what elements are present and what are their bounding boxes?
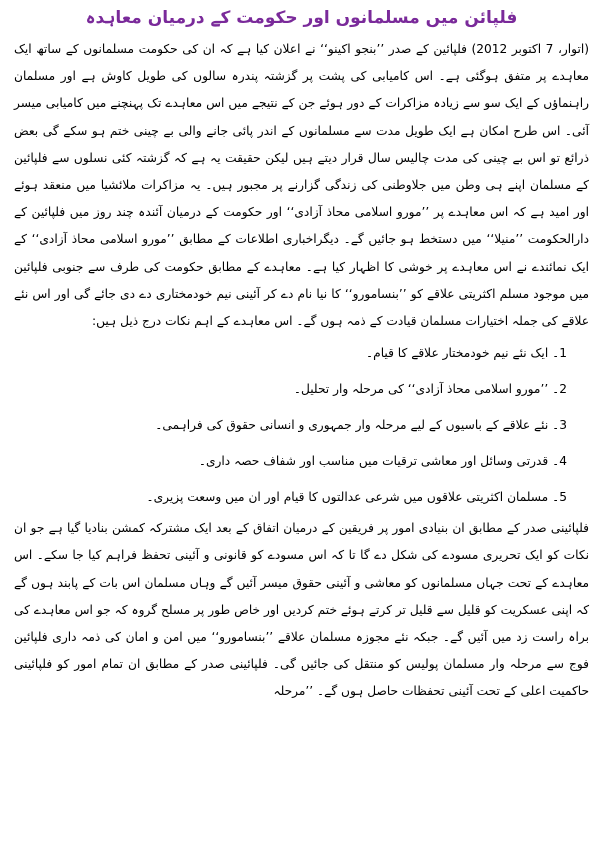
article-intro-paragraph: (اتوار، 7 اکتوبر 2012) فلپائین کے صدر ’’بنجو اکینو‘‘ نے اعلان کیا ہے کہ ان کی حکومت مسلمانوں کے ساتھ ایک معاہدے پر متفق ہوگئی ہے۔ اس کامیابی کی پشت پر گزشتہ پندرہ سالوں کی طویل کاوش ہے اور مسلمان راہنماؤں کے ایک سو سے زیادہ مزاکرات کے دور ہوئے جن کے نتیجے میں اس معاہدے تک پہنچنے میں کامیابی میسر آئی۔ اس طرح امکان ہے ایک طویل مدت سے مسلمانوں کے اندر پائی جانے والی بے چینی ختم ہو سکے گی بعض ذرائع تو اس بے چینی کی مدت چالیس سال قرار دیتے ہیں لیکن حقیقت یہ ہے کہ گزشتہ کئی نسلوں سے فلپائین کے مسلمان اپنے ہی وطن میں جلاوطنی کی زندگی گزارنے پر مجبور ہیں۔ یہ مزاکرات ملائشیا میں منعقد ہوئے اور امید ہے کہ اس معاہدے پر ’’مورو اسلامی محاذ آزادی‘‘ اور حکومت کے درمیان آئندہ چند روز میں فلپائین کے دارالحکومت ’’منیلا‘‘ میں دستخط ہو جائیں گے۔ دیگراخباری اطلاعات کے مطابق ’’مورو اسلامی محاذ آزادی‘‘ کے ایک نمائندے نے اس معاہدے پر خوشی کا اظہار کیا ہے۔ معاہدے کے مطابق حکومت کی طرف سے جنوبی فلپائین میں موجود مسلم اکثریتی علاقے کو ’’بنسامورو‘‘ کا نیا نام دے کر آئینی نیم خودمختاری دے دی جائے گی اور اس نئے علاقے کی جملہ اختیارات مسلمان قیادت کے ذمہ ہوں گے۔ اس معاہدے کے اہم نکات درج ذیل ہیں: bbox=[14, 42, 589, 329]
agreement-point: 2۔ ’’مورو اسلامی محاذ آزادی‘‘ کی مرحلہ وار تحلیل۔ bbox=[293, 382, 567, 397]
agreement-point: 1۔ ایک نئے نیم خودمختار علاقے کا قیام۔ bbox=[366, 346, 567, 361]
agreement-points-list bbox=[14, 335, 589, 515]
agreement-point: 5۔ مسلمان اکثریتی علاقوں میں شرعی عدالتوں کا قیام اور ان میں وسعت پزیری۔ bbox=[146, 490, 567, 505]
agreement-point: 4۔ قدرتی وسائل اور معاشی ترقیات میں مناسب اور شفاف حصہ داری۔ bbox=[198, 454, 567, 469]
article-closing-paragraph: فلپائینی صدر کے مطابق ان بنیادی امور پر فریقین کے درمیان اتفاق کے بعد ایک مشترکہ کمشن بنادیا گیا ہے جو ان نکات کو ایک تحریری مسودے کی شکل دے گا تا کہ اس مسودے کو قانونی و آئینی تحفظ فراہم کیا جا سکے۔ اس معاہدے کے تحت جہاں مسلمانوں کو معاشی و آئینی حقوق میسر آئیں گے وہاں مسلمان اس بات کے پابند ہوں گے کہ اپنی عسکریت کو قلیل سے قلیل تر کرتے ہوئے ختم کردیں اور خاص طور پر مسلح گروہ کہ جو اس معاہدے کی براہ راست زد میں آئیں گے۔ جبکہ نئے مجوزہ مسلمان علاقے ’’بنسامورو‘‘ میں امن و امان کی ذمہ داری فلپائین فوج سے مرحلہ وار مسلمان پولیس کو منتقل کی جائیں گی۔ فلپائینی صدر کے مطابق ان تمام امور کو فلپائینی حاکمیت اعلی کے تحت آئینی تحفظات حاصل ہوں گے۔ ’’مرحلہ bbox=[14, 521, 589, 699]
article-title: فلپائن میں مسلمانوں اور حکومت کے درمیان معاہدہ bbox=[85, 8, 518, 28]
agreement-point: 3۔ نئے علاقے کے باسیوں کے لیے مرحلہ وار جمہوری و انسانی حقوق کی فراہمی۔ bbox=[155, 418, 567, 433]
